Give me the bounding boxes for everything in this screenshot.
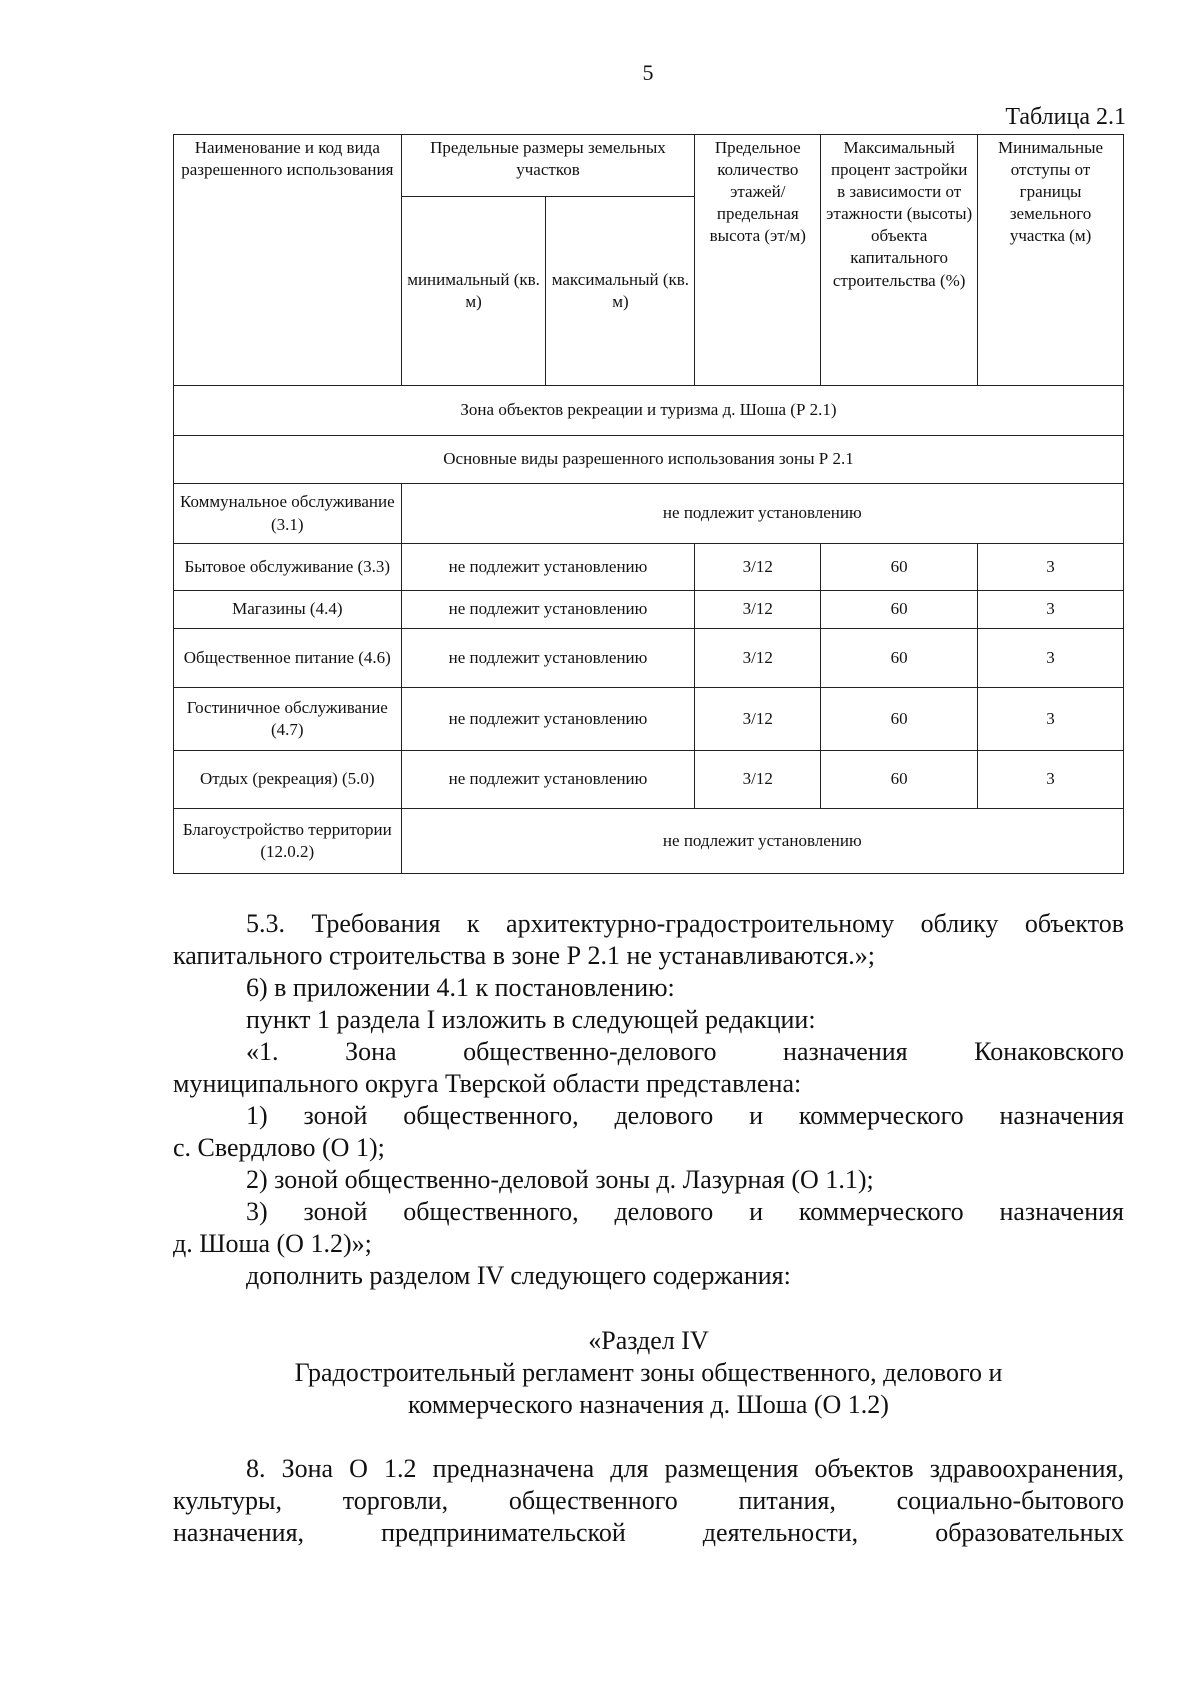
page-number: 5 — [642, 60, 654, 85]
table-caption: Таблица 2.1 — [1005, 104, 1126, 130]
quote-line2: муниципального округа Тверской области представлена: — [173, 1069, 802, 1098]
table-row — [174, 629, 1124, 688]
row-name: Отдых (рекреация) (5.0) — [174, 751, 402, 809]
row-setback: 3 — [978, 544, 1124, 591]
table-row — [174, 544, 1124, 591]
row-coverage: 60 — [821, 544, 978, 591]
row-name: Благоустройство территории (12.0.2) — [174, 809, 402, 874]
header-sizes: Предельные размеры земельных участков — [401, 135, 695, 197]
paragraph-6: 6) в приложении 4.1 к постановлению: — [246, 973, 675, 1002]
table-row — [174, 751, 1124, 809]
paragraph-8-line3: назначения, предпринимательской деятельности, образовательных — [173, 1518, 1124, 1547]
row-floors: 3/12 — [695, 751, 821, 809]
header-min: минимальный (кв. м) — [401, 197, 546, 386]
row-floors: 3/12 — [695, 629, 821, 688]
row-sizes: не подлежит установлению — [401, 591, 695, 629]
quote-line1: «1. Зона общественно-делового назначения Конаковского — [246, 1037, 1124, 1066]
section-heading: «Раздел IV — [588, 1326, 709, 1355]
row-name: Бытовое обслуживание (3.3) — [174, 544, 402, 591]
item1-line1: 1) зоной общественного, делового и коммерческого назначения — [246, 1101, 1124, 1130]
row-name: Общественное питание (4.6) — [174, 629, 402, 688]
zone-title-row: Зона объектов рекреации и туризма д. Шоша (Р 2.1) — [174, 386, 1124, 436]
row-floors: 3/12 — [695, 544, 821, 591]
paragraph-8-line2: культуры, торговли, общественного питания, социально-бытового — [173, 1486, 1124, 1515]
paragraph-5-3-line2: капитального строительства в зоне Р 2.1 не устанавливаются.»; — [173, 941, 875, 970]
item1-line2: с. Свердлово (О 1); — [173, 1133, 385, 1162]
section-subtitle-line1: Градостроительный регламент зоны общественного, делового и — [294, 1358, 1003, 1387]
row-coverage: 60 — [821, 591, 978, 629]
table-row — [174, 809, 1124, 874]
row-setback: 3 — [978, 751, 1124, 809]
item3-line1: 3) зоной общественного, делового и коммерческого назначения — [246, 1197, 1124, 1226]
spacer — [173, 1292, 1124, 1325]
row-name: Гостиничное обслуживание (4.7) — [174, 688, 402, 751]
row-floors: 3/12 — [695, 591, 821, 629]
item2: 2) зоной общественно-деловой зоны д. Лазурная (О 1.1); — [246, 1165, 874, 1194]
body-text — [173, 908, 1124, 1549]
row-sizes: не подлежит установлению — [401, 544, 695, 591]
supplement-line: дополнить разделом IV следующего содержания: — [246, 1261, 791, 1290]
row-name: Магазины (4.4) — [174, 591, 402, 629]
header-max: максимальный (кв. м) — [546, 197, 695, 386]
row-setback: 3 — [978, 591, 1124, 629]
row-coverage: 60 — [821, 629, 978, 688]
table-row — [174, 688, 1124, 751]
row-merged: не подлежит установлению — [401, 484, 1123, 544]
row-sizes: не подлежит установлению — [401, 629, 695, 688]
paragraph-point1: пункт 1 раздела I изложить в следующей редакции: — [246, 1005, 816, 1034]
paragraph-5-3-line1: 5.3. Требования к архитектурно-градостроительному облику объектов — [246, 909, 1124, 938]
row-coverage: 60 — [821, 688, 978, 751]
row-coverage: 60 — [821, 751, 978, 809]
row-merged: не подлежит установлению — [401, 809, 1123, 874]
row-name: Коммунальное обслуживание (3.1) — [174, 484, 402, 544]
header-floors: Предельное количество этажей/ предельная высота (эт/м) — [695, 135, 821, 386]
item3-line2: д. Шоша (О 1.2)»; — [173, 1229, 372, 1258]
section-title-row: Основные виды разрешенного использования зоны Р 2.1 — [174, 436, 1124, 484]
table-row — [174, 484, 1124, 544]
header-coverage: Максимальный процент застройки в зависимости от этажности (высоты) объекта капитального строительства (%) — [821, 135, 978, 386]
row-setback: 3 — [978, 688, 1124, 751]
spacer — [173, 1421, 1124, 1453]
row-setback: 3 — [978, 629, 1124, 688]
section-subtitle-line2: коммерческого назначения д. Шоша (О 1.2) — [408, 1390, 889, 1419]
header-name: Наименование и код вида разрешенного использования — [174, 135, 402, 386]
table-row — [174, 591, 1124, 629]
header-setback: Минимальные отступы от границы земельного участка (м) — [978, 135, 1124, 386]
row-sizes: не подлежит установлению — [401, 751, 695, 809]
paragraph-8-line1: 8. Зона О 1.2 предназначена для размещения объектов здравоохранения, — [246, 1454, 1124, 1483]
regulation-table — [173, 134, 1124, 874]
row-sizes: не подлежит установлению — [401, 688, 695, 751]
row-floors: 3/12 — [695, 688, 821, 751]
